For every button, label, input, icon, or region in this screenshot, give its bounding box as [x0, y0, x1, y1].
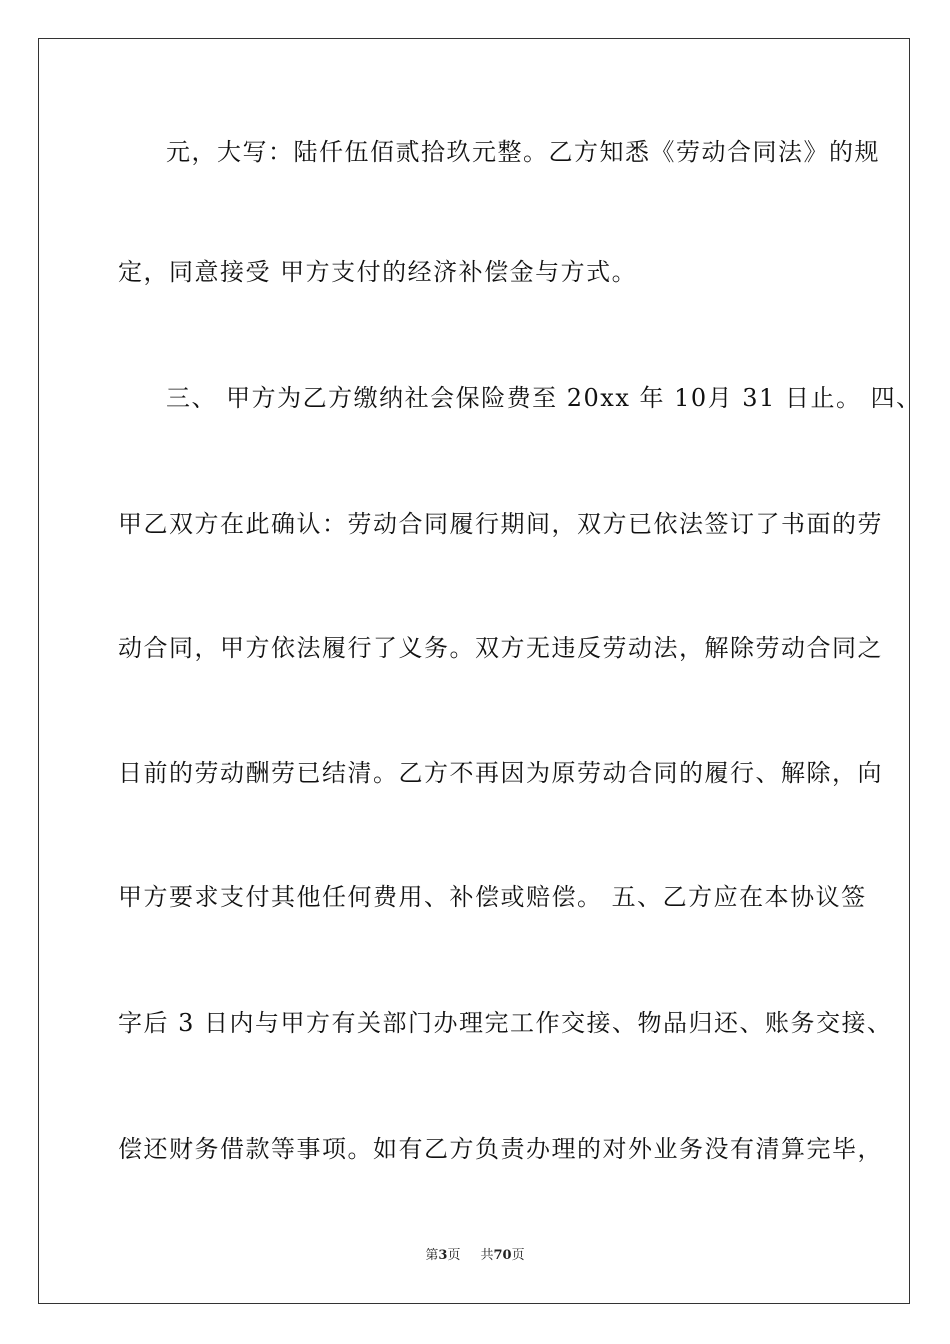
text-line-4: 甲乙双方在此确认：劳动合同履行期间，双方已依法签订了书面的劳	[118, 510, 883, 538]
text-line-3: 三、 甲方为乙方缴纳社会保险费至 20xx 年 10月 31 日止。 四、	[166, 384, 922, 412]
text-line-8: 字后 3 日内与甲方有关部门办理完工作交接、物品归还、账务交接、	[118, 1009, 893, 1037]
page-suffix: 页	[447, 1248, 461, 1263]
total-pages-number: 70	[493, 1248, 512, 1263]
text-line-2: 定，同意接受 甲方支付的经济补偿金与方式。	[118, 258, 638, 286]
page-prefix: 第	[425, 1248, 439, 1263]
total-suffix: 页	[511, 1248, 525, 1263]
text-line-7: 甲方要求支付其他任何费用、补偿或赔偿。 五、乙方应在本协议签	[118, 883, 867, 911]
text-line-1: 元，大写：陆仟伍佰贰拾玖元整。乙方知悉《劳动合同法》的规	[166, 138, 880, 166]
page-footer	[0, 1247, 950, 1265]
text-line-6: 日前的劳动酬劳已结清。乙方不再因为原劳动合同的履行、解除，向	[118, 759, 883, 787]
page-border	[38, 38, 910, 1304]
text-line-9: 偿还财务借款等事项。如有乙方负责办理的对外业务没有清算完毕，	[118, 1135, 883, 1163]
total-prefix: 共	[480, 1248, 494, 1263]
text-line-5: 动合同，甲方依法履行了义务。双方无违反劳动法，解除劳动合同之	[118, 634, 883, 662]
current-page-number: 3	[438, 1248, 448, 1263]
